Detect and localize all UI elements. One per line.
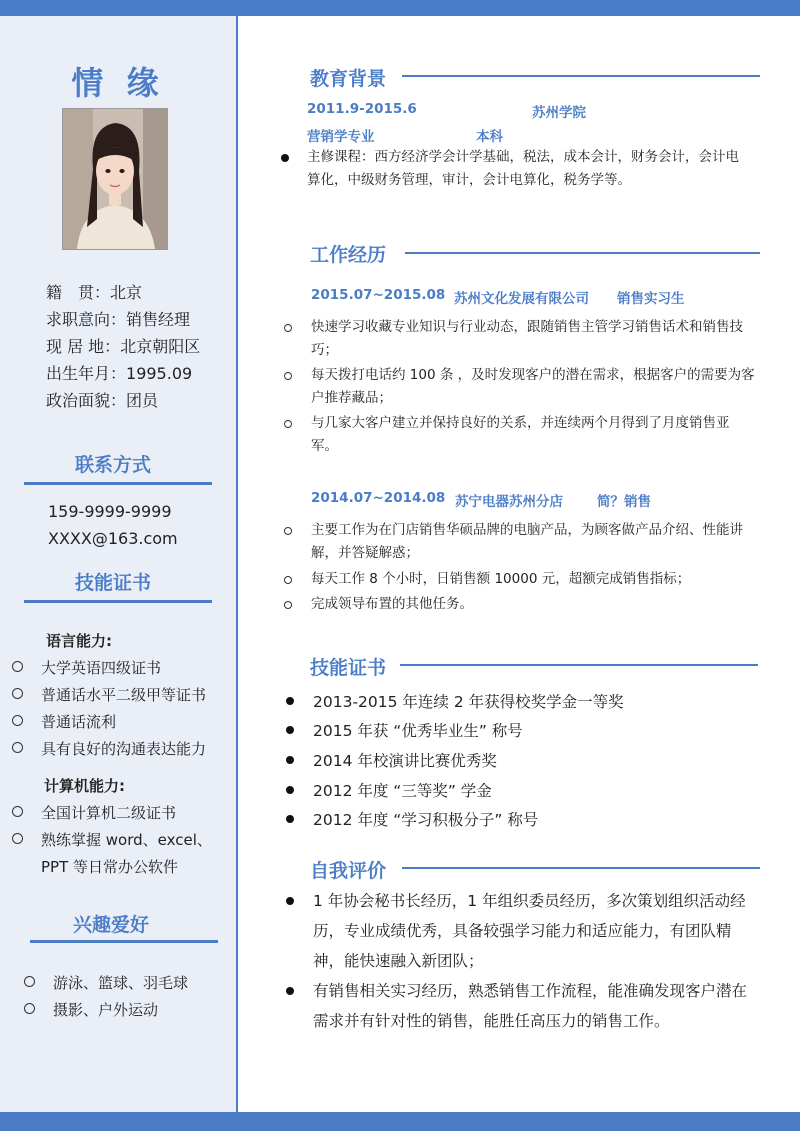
circle-bullet-icon (12, 806, 23, 817)
hobbies-rule (30, 940, 218, 943)
hobbies-heading: 兴趣爱好 (72, 914, 149, 936)
skill-item: 2012 年度 “学习积极分子” 称号 (313, 811, 539, 829)
job-company: 苏州文化发展有限公司 (454, 291, 589, 307)
contact-rule (24, 482, 212, 485)
circle-bullet-icon (284, 601, 292, 609)
job-duty: 每天工作 8 个小时，日销售额 10000 元，超额完成销售指标； (311, 571, 691, 587)
circle-bullet-icon (24, 1003, 35, 1014)
circle-bullet-icon (12, 742, 23, 753)
self-eval-item: 有销售相关实习经历，熟悉销售工作流程，能准确发现客户潜在需求并有针对性的销售，能胜任高压力的销售工作。 (313, 982, 748, 1030)
language-label: 语言能力: (46, 632, 112, 650)
skills-heading: 技能证书 (310, 657, 387, 679)
education-rule (402, 75, 760, 77)
bullet-dot-icon (281, 154, 289, 162)
bottom-accent-bar (0, 1112, 800, 1131)
hobby-item: 摄影、户外运动 (24, 999, 158, 1020)
work-heading: 工作经历 (310, 244, 387, 266)
computer-item: 熟练掌握 word、excel、 (12, 829, 212, 850)
computer-item: 全国计算机二级证书 (12, 802, 176, 823)
info-residence (46, 334, 200, 357)
bullet-dot-icon (286, 815, 294, 823)
job-duty: 快速学习收藏专业知识与行业动态，跟随销售主管学习销售话术和销售技巧； (311, 319, 743, 358)
info-value: 销售经理 (126, 310, 191, 329)
bullet-dot-icon (286, 756, 294, 764)
info-value: 团员 (126, 391, 159, 410)
self-eval-rule (402, 867, 760, 869)
phone-number: 159-9999-9999 (48, 502, 172, 521)
info-native-place (46, 280, 142, 303)
job-period: 2014.07~2014.08 (311, 490, 446, 506)
skill-item: 2012 年度 “三等奖” 学金 (313, 782, 492, 800)
job-period: 2015.07~2015.08 (311, 287, 446, 303)
circle-bullet-icon (12, 688, 23, 699)
language-item: 普通话水平二级甲等证书 (12, 684, 206, 705)
computer-label: 计算机能力: (44, 777, 125, 795)
info-label: 现 居 地： (46, 337, 121, 356)
side-skills-rule (24, 600, 212, 603)
job-title: 销售实习生 (617, 291, 685, 307)
info-birth (46, 361, 192, 384)
circle-bullet-icon (284, 420, 292, 428)
bullet-dot-icon (286, 987, 294, 995)
circle-bullet-icon (24, 976, 35, 987)
skills-rule (400, 664, 758, 666)
info-value: 北京 (110, 283, 143, 302)
job-duty: 与几家大客户建立并保持良好的关系，并连续两个月得到了月度销售亚军。 (311, 415, 730, 454)
work-rule (405, 252, 760, 254)
sidebar-divider (236, 16, 238, 1112)
language-item: 具有良好的沟通表达能力 (12, 738, 206, 759)
circle-bullet-icon (12, 833, 23, 844)
info-value: 1995.09 (126, 364, 193, 383)
skill-item: 2013-2015 年连续 2 年获得校奖学金一等奖 (313, 693, 624, 711)
education-school: 苏州学院 (532, 105, 586, 121)
bullet-dot-icon (286, 726, 294, 734)
skill-item: 2015 年获 “优秀毕业生” 称号 (313, 722, 523, 740)
skill-item: 2014 年校演讲比赛优秀奖 (313, 752, 497, 770)
job-duty: 每天拨打电话约 100 条 ，及时发现客户的潜在需求，根据客户的需要为客户推荐藏品； (311, 367, 755, 406)
education-courses: 主修课程：西方经济学会计学基础，税法，成本会计，财务会计，会计电算化，中级财务管理，审计，会计电算化，税务学等。 (307, 149, 739, 188)
info-label: 籍 贯： (46, 283, 111, 302)
bullet-dot-icon (286, 697, 294, 705)
info-value: 北京朝阳区 (120, 337, 201, 356)
contact-heading: 联系方式 (74, 454, 151, 476)
bullet-dot-icon (286, 897, 294, 905)
info-political-status (46, 388, 158, 411)
email-address: XXXX@163.com (48, 529, 178, 548)
education-heading: 教育背景 (310, 68, 387, 90)
job-duty: 主要工作为在门店销售华硕品牌的电脑产品，为顾客做产品介绍、性能讲解，并答疑解惑； (311, 522, 743, 561)
hobby-item: 游泳、篮球、羽毛球 (24, 972, 188, 993)
self-eval-heading: 自我评价 (310, 860, 387, 882)
bullet-dot-icon (286, 786, 294, 794)
computer-item-continued: PPT 等日常办公软件 (41, 858, 179, 876)
circle-bullet-icon (284, 372, 292, 380)
portrait-image (63, 109, 167, 249)
circle-bullet-icon (284, 324, 292, 332)
circle-bullet-icon (284, 527, 292, 535)
language-item: 大学英语四级证书 (12, 657, 161, 678)
job-duty: 完成领导布置的其他任务。 (311, 596, 473, 612)
self-eval-item: 1 年协会秘书长经历，1 年组织委员经历，多次策划组织活动经历，专业成绩优秀，具备较强学习能力和适应能力，有团队精神，能快速融入新团队； (313, 892, 746, 970)
profile-photo (62, 108, 168, 250)
info-label: 政治面貌： (46, 391, 127, 410)
education-major: 营销学专业 (307, 129, 375, 145)
job-title: 简？销售 (597, 494, 651, 510)
info-label: 出生年月： (46, 364, 127, 383)
education-degree: 本科 (476, 129, 503, 145)
circle-bullet-icon (12, 715, 23, 726)
info-label: 求职意向： (46, 310, 127, 329)
circle-bullet-icon (12, 661, 23, 672)
language-item: 普通话流利 (12, 711, 116, 732)
circle-bullet-icon (284, 576, 292, 584)
candidate-name: 情 缘 (71, 64, 165, 102)
education-period: 2011.9-2015.6 (307, 101, 417, 117)
job-company: 苏宁电器苏州分店 (455, 494, 563, 510)
info-job-target (46, 307, 190, 330)
side-skills-heading: 技能证书 (74, 572, 151, 594)
top-accent-bar (0, 0, 800, 16)
